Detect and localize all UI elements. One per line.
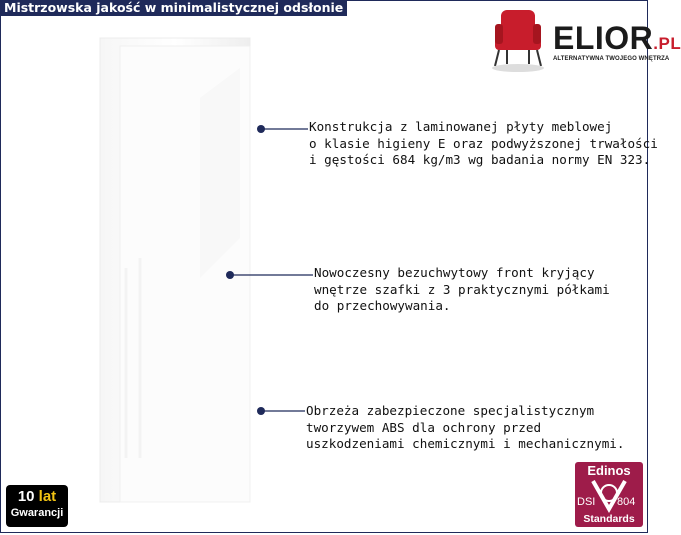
- brand-logo[interactable]: [553, 20, 681, 57]
- warranty-years: 10: [17, 488, 35, 505]
- note-line: Nowoczesny bezuchwytowy front kryjący: [314, 265, 595, 280]
- tagline-banner: Mistrzowska jakość w minimalistycznej odsłonie: [0, 0, 347, 16]
- cabinet-image: [100, 38, 265, 502]
- note-line: Obrzeża zabezpieczone specjalistycznym: [306, 403, 595, 418]
- warranty-unit: lat: [38, 488, 57, 505]
- brand-name: ELIOR: [553, 20, 654, 56]
- note-line: wnętrze szafki z 3 praktycznymi półkami: [314, 281, 610, 297]
- warranty-label: Gwarancji: [10, 507, 64, 519]
- note-line: i gęstości 684 kg/m3 wg badania normy EN 323.: [309, 152, 651, 167]
- feature-note-construction: [309, 119, 658, 169]
- certificate-number: 804: [617, 496, 636, 508]
- certificate-label: Standards: [583, 513, 635, 525]
- certificate-badge: [575, 462, 643, 527]
- brand-tld: .PL: [653, 34, 681, 53]
- note-line: o klasie higieny E oraz podwyższonej trwałości: [309, 135, 658, 151]
- note-line: do przechowywania.: [314, 298, 451, 313]
- note-line: uszkodzeniami chemicznymi i mechanicznymi.: [306, 436, 625, 451]
- note-line: tworzywem ABS dla ochrony przed: [306, 419, 542, 435]
- certificate-brand: Edinos: [587, 463, 631, 478]
- brand-slogan: ALTERNATYWNA TWOJEGO WNĘTRZA: [553, 56, 670, 62]
- note-line: Konstrukcja z laminowanej płyty meblowej: [309, 119, 613, 134]
- certificate-left: DSI: [577, 496, 596, 508]
- warranty-badge: [6, 485, 68, 527]
- feature-note-edges: [306, 403, 624, 453]
- feature-note-front: [314, 265, 610, 315]
